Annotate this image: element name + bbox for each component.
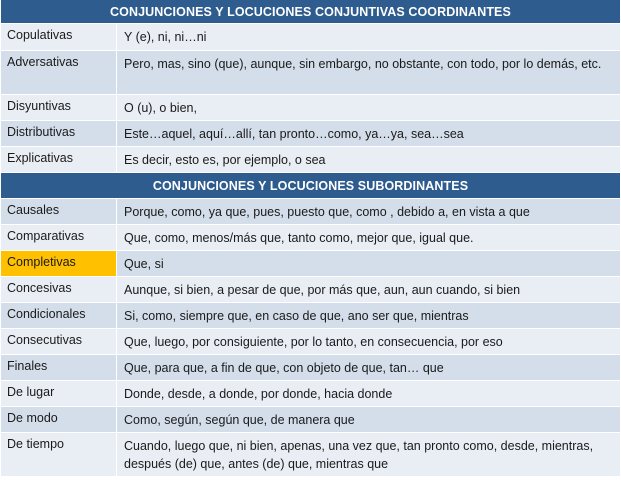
section-title: CONJUNCIONES Y LOCUCIONES SUBORDINANTES (152, 178, 469, 193)
category-cell: De modo (1, 407, 117, 432)
items-cell: Aunque, si bien, a pesar de que, por más que, aun, aun cuando, si bien (124, 283, 521, 297)
category-cell: Consecutivas (1, 329, 117, 354)
items-cell: Cuando, luego que, ni bien, apenas, una vez que, tan pronto como, desde, mientras, después (de) que, antes (de) que, mientras que (124, 439, 594, 471)
table-row (1, 381, 620, 407)
category-cell: Causales (1, 199, 117, 224)
table-row (1, 51, 620, 95)
table-row (1, 225, 620, 251)
category-cell: De lugar (1, 381, 117, 406)
category-cell: Adversativas (1, 51, 117, 94)
table-row (1, 329, 620, 355)
items-cell: Como, según, según que, de manera que (124, 413, 355, 427)
section-header-coordinantes (1, 0, 620, 24)
items-cell: Que, si (124, 257, 164, 271)
table-row (1, 303, 620, 329)
table-row (1, 121, 620, 147)
category-cell: Disyuntivas (1, 95, 117, 120)
category-cell: Copulativas (1, 24, 117, 50)
category-cell: De tiempo (1, 433, 117, 476)
category-cell: Distributivas (1, 121, 117, 146)
table-row (1, 24, 620, 51)
category-cell-highlighted: Completivas (1, 251, 117, 276)
table-row (1, 199, 620, 225)
items-cell: O (u), o bien, (124, 101, 197, 115)
items-cell: Si, como, siempre que, en caso de que, ano ser que, mientras (124, 309, 469, 323)
items-cell: Pero, mas, sino (que), aunque, sin embargo, no obstante, con todo, por lo demás, etc. (124, 57, 602, 71)
items-cell: Este…aquel, aquí…allí, tan pronto…como, ya…ya, sea…sea (124, 127, 464, 141)
category-cell: Explicativas (1, 147, 117, 172)
category-cell: Comparativas (1, 225, 117, 250)
table-row (1, 407, 620, 433)
items-cell: Donde, desde, a donde, por donde, hacia donde (124, 387, 393, 401)
items-cell: Que, como, menos/más que, tanto como, mejor que, igual que. (124, 231, 474, 245)
items-cell: Y (e), ni, ni…ni (124, 30, 207, 44)
table-row (1, 355, 620, 381)
category-cell: Condicionales (1, 303, 117, 328)
section-title: CONJUNCIONES Y LOCUCIONES CONJUNTIVAS COORDINANTES (110, 4, 511, 19)
category-cell: Finales (1, 355, 117, 380)
items-cell: Que, para que, a fin de que, con objeto de que, tan… que (124, 361, 444, 375)
items-cell: Porque, como, ya que, pues, puesto que, como , debido a, en vista a que (124, 205, 530, 219)
items-cell: Es decir, esto es, por ejemplo, o sea (124, 153, 326, 167)
category-cell: Concesivas (1, 277, 117, 302)
table-row (1, 147, 620, 173)
table-row (1, 95, 620, 121)
table-row (1, 251, 620, 277)
table-row (1, 277, 620, 303)
section-header-subordinantes (1, 173, 620, 199)
items-cell: Que, luego, por consiguiente, por lo tanto, en consecuencia, por eso (124, 335, 503, 349)
table-row (1, 433, 620, 477)
